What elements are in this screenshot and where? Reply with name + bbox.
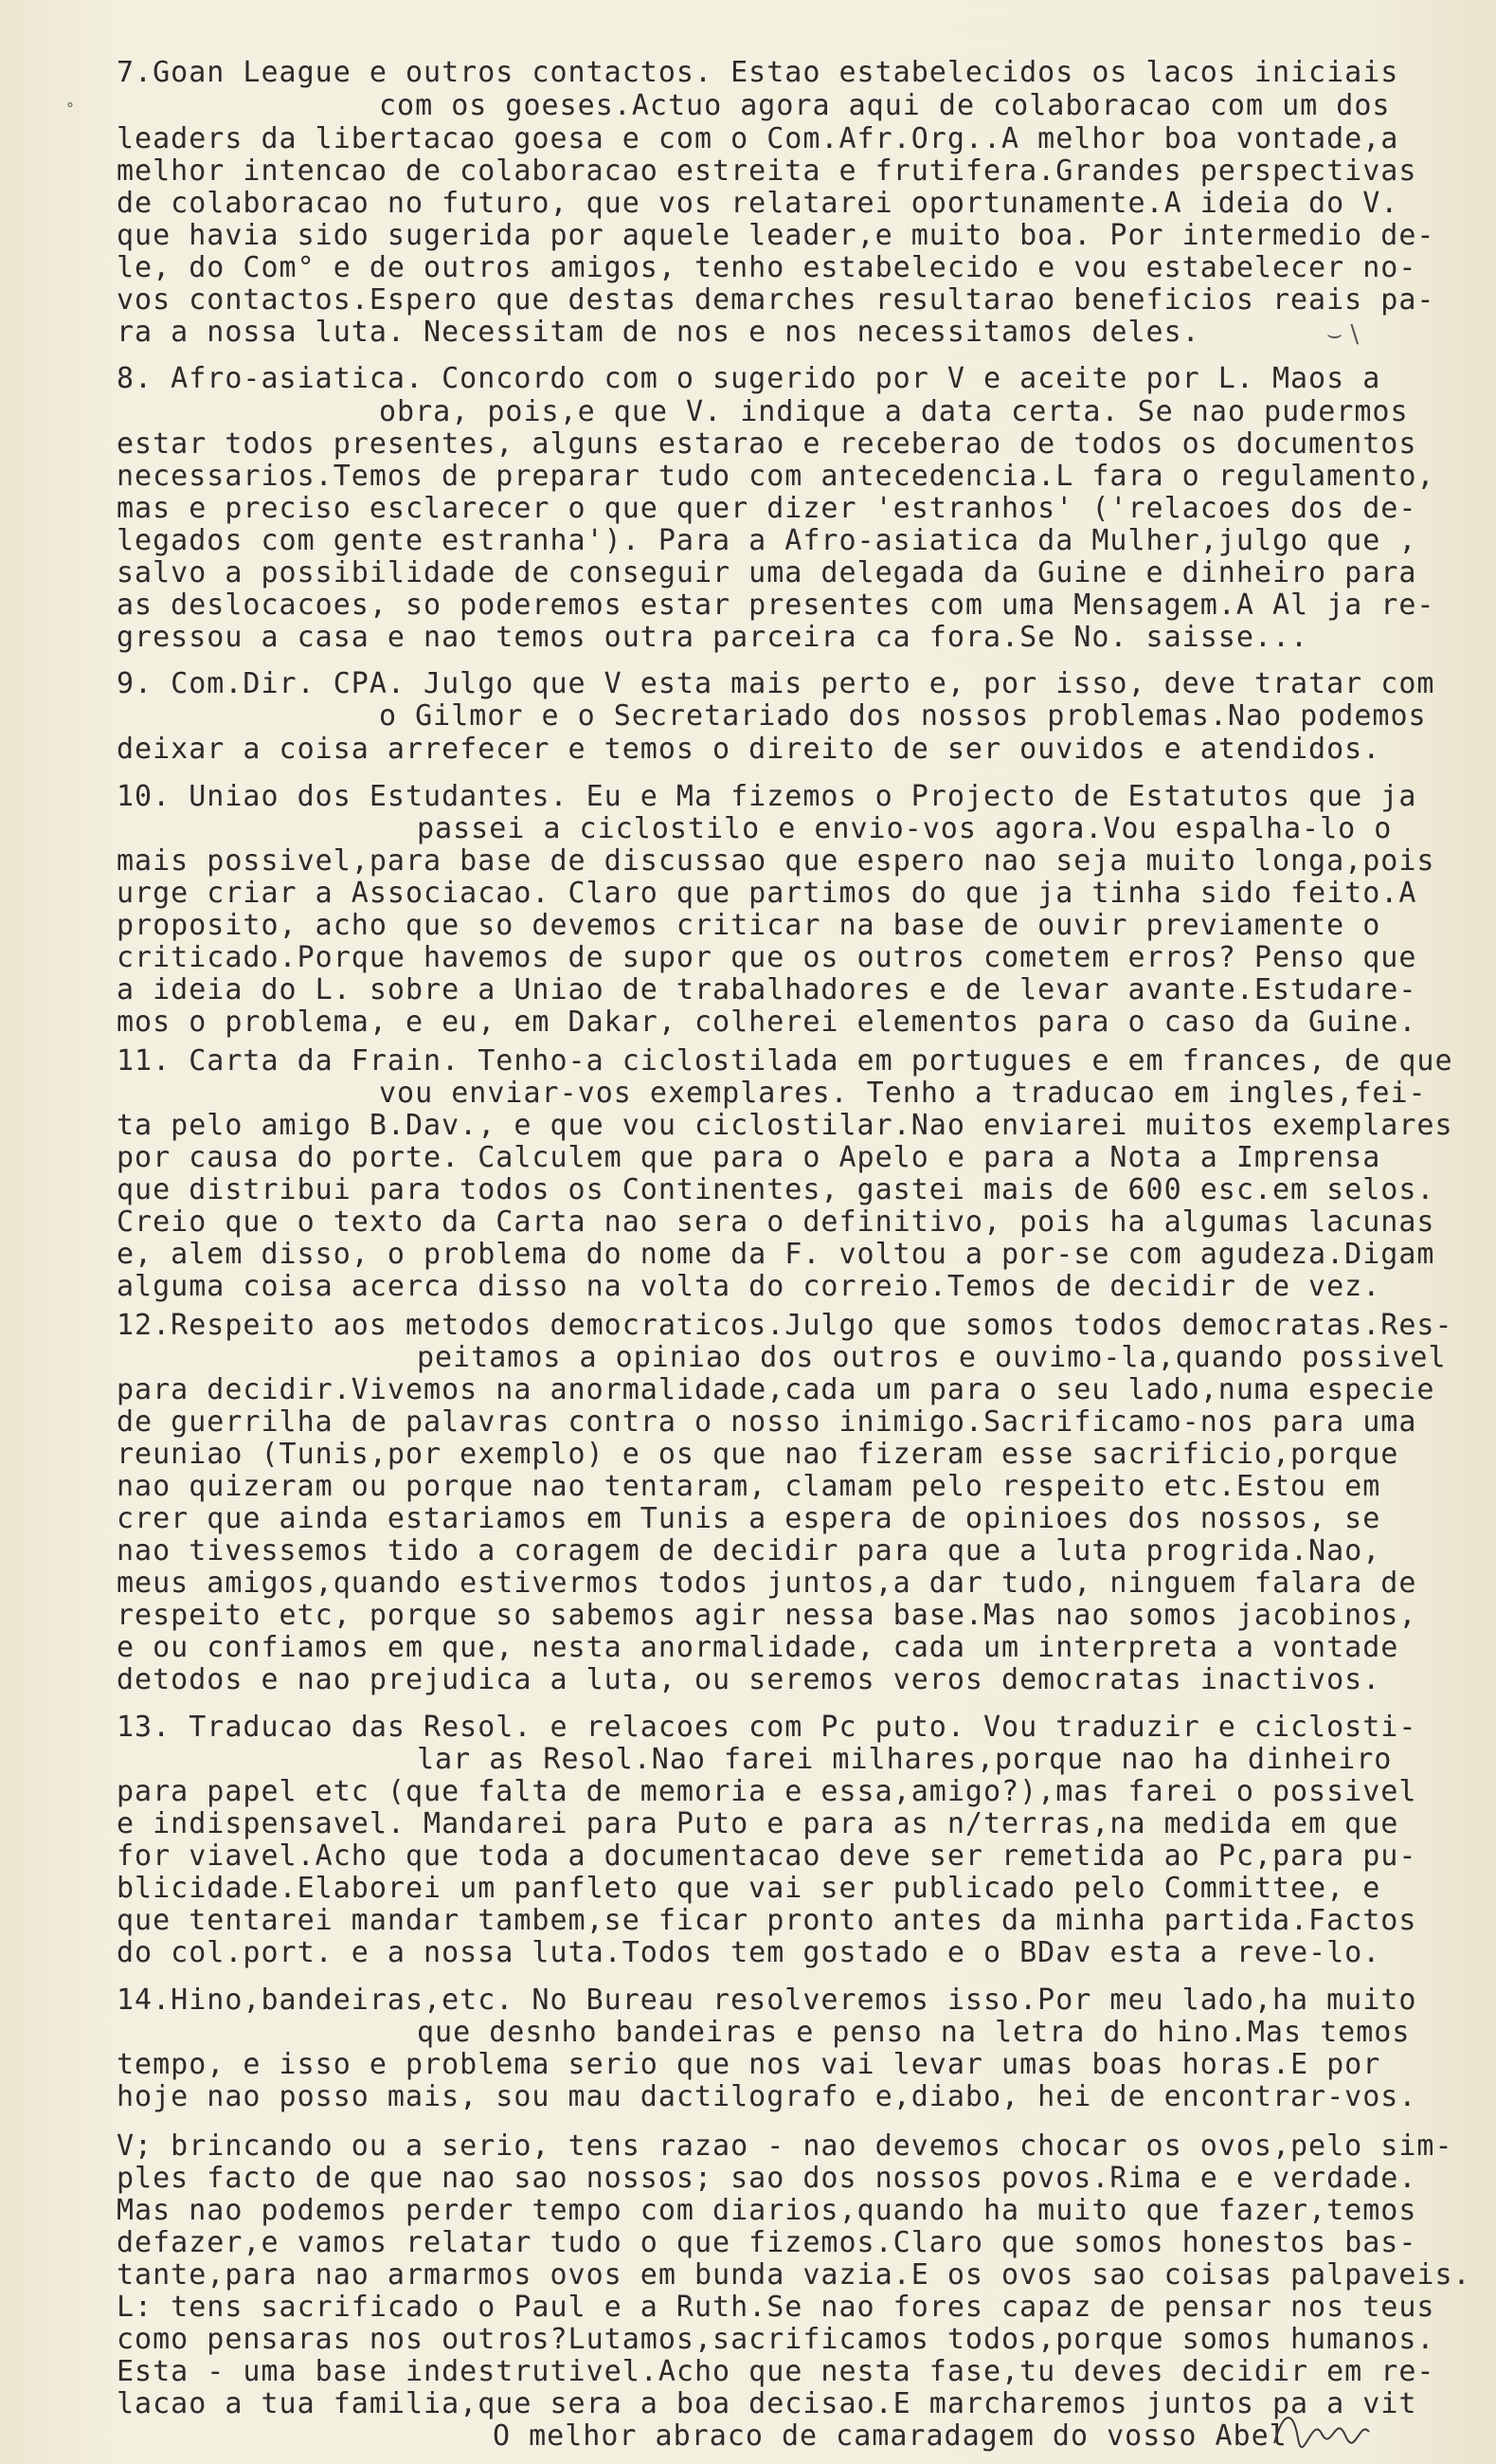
text-line: e ou confiamos em que, nesta anormalidade, cada um interpreta a vontade	[117, 1631, 1399, 1664]
text-line: salvo a possibilidade de conseguir uma delegada da Guine e dinheiro para	[117, 556, 1417, 589]
text-line: 10. Uniao dos Estudantes. Eu e Ma fizemos o Projecto de Estatutos que ja	[117, 780, 1417, 813]
text-line: respeito etc, porque so sabemos agir nessa base.Mas nao somos jacobinos,	[117, 1599, 1417, 1632]
text-line: blicidade.Elaborei um panfleto que vai ser publicado pelo Committee, e	[117, 1872, 1381, 1905]
text-line: Creio que o texto da Carta nao sera o definitivo, pois ha algumas lacunas	[117, 1205, 1435, 1239]
text-line: 9. Com.Dir. CPA. Julgo que V esta mais perto e, por isso, deve tratar com	[117, 667, 1435, 700]
text-line: ples facto de que nao sao nossos; sao dos nossos povos.Rima e e verdade.	[117, 2162, 1417, 2195]
text-line: do col.port. e a nossa luta.Todos tem gostado e o BDav esta a reve-lo.	[117, 1936, 1381, 1969]
text-line: hoje nao posso mais, sou mau dactilografo e,diabo, hei de encontrar-vos.	[117, 2080, 1417, 2113]
text-line: 7.Goan League e outros contactos. Estao estabelecidos os lacos iniciais	[117, 56, 1399, 89]
text-line: leaders da libertacao goesa e com o Com.Afr.Org..A melhor boa vontade,a	[117, 122, 1399, 155]
text-line: como pensaras nos outros?Lutamos,sacrificamos todos,porque somos humanos.	[117, 2323, 1435, 2356]
text-line: 14.Hino,bandeiras,etc. No Bureau resolveremos isso.Por meu lado,ha muito	[117, 1984, 1417, 2017]
text-line: obra, pois,e que V. indique a data certa. Se nao pudermos	[379, 395, 1409, 428]
text-line: defazer,e vamos relatar tudo o que fizemos.Claro que somos honestos bas-	[117, 2226, 1417, 2259]
text-line: mos o problema, e eu, em Dakar, colherei elementos para o caso da Guine.	[117, 1006, 1417, 1039]
text-line: vou enviar-vos exemplares. Tenho a traducao em ingles,fei-	[379, 1077, 1427, 1110]
text-line: e, alem disso, o problema do nome da F. voltou a por-se com agudeza.Digam	[117, 1238, 1435, 1271]
text-line: necessarios.Temos de preparar tudo com antecedencia.L fara o regulamento,	[117, 460, 1435, 493]
text-line: deixar a coisa arrefecer e temos o direito de ser ouvidos e atendidos.	[117, 733, 1381, 766]
text-line: for viavel.Acho que toda a documentacao deve ser remetida ao Pc,para pu-	[117, 1839, 1417, 1873]
text-line: de colaboracao no futuro, que vos relatarei oportunamente.A ideia do V.	[117, 187, 1399, 220]
text-line: que desnho bandeiras e penso na letra do hino.Mas temos	[417, 2016, 1411, 2049]
text-line: detodos e nao prejudica a luta, ou seremos veros democratas inactivos.	[117, 1663, 1381, 1696]
text-line: 12.Respeito aos metodos democraticos.Julgo que somos todos democratas.Res-	[117, 1309, 1453, 1342]
text-line: tante,para nao armarmos ovos em bunda vazia.E os ovos sao coisas palpaveis.	[117, 2258, 1471, 2292]
text-line: para papel etc (que falta de memoria e essa,amigo?),mas farei o possivel	[117, 1775, 1417, 1808]
text-line: 11. Carta da Frain. Tenho-a ciclostilada em portugues e em frances, de que	[117, 1044, 1453, 1078]
text-line: alguma coisa acerca disso na volta do correio.Temos de decidir de vez.	[117, 1270, 1381, 1303]
text-line: nao quizeram ou porque nao tentaram, clamam pelo respeito etc.Estou em	[117, 1470, 1381, 1503]
text-line: de guerrilha de palavras contra o nosso inimigo.Sacrificamo-nos para uma	[117, 1405, 1417, 1439]
text-line: que tentarei mandar tambem,se ficar pronto antes da minha partida.Factos	[117, 1904, 1417, 1937]
text-line: 8. Afro-asiatica. Concordo com o sugerido por V e aceite por L. Maos a	[117, 362, 1381, 395]
text-line: le, do Com° e de outros amigos, tenho estabelecido e vou estabelecer no-	[117, 251, 1417, 284]
text-line: lar as Resol.Nao farei milhares,porque nao ha dinheiro	[417, 1743, 1393, 1776]
text-line: urge criar a Associacao. Claro que partimos do que ja tinha sido feito.A	[117, 877, 1417, 910]
text-line: 13. Traducao das Resol. e relacoes com Pc puto. Vou traduzir e ciclosti-	[117, 1711, 1417, 1744]
text-line: que havia sido sugerida por aquele leader,e muito boa. Por intermedio de-	[117, 219, 1435, 252]
text-line: para decidir.Vivemos na anormalidade,cada um para o seu lado,numa especie	[117, 1373, 1435, 1406]
text-line: passei a ciclostilo e envio-vos agora.Vou espalha-lo o	[417, 812, 1393, 845]
text-line: a ideia do L. sobre a Uniao de trabalhadores e de levar avante.Estudare-	[117, 973, 1417, 1006]
text-line: reuniao (Tunis,por exemplo) e os que nao fizeram esse sacrificio,porque	[117, 1438, 1399, 1471]
text-line: por causa do porte. Calculem que para o Apelo e para a Nota a Imprensa	[117, 1141, 1381, 1174]
text-line: lacao a tua familia,que sera a boa decisao.E marcharemos juntos pa a vit	[117, 2387, 1417, 2420]
text-line: Esta - uma base indestrutivel.Acho que nesta fase,tu deves decidir em re-	[117, 2355, 1435, 2388]
text-line: as deslocacoes, so poderemos estar presentes com uma Mensagem.A Al ja re-	[117, 589, 1435, 622]
text-line: que distribui para todos os Continentes, gastei mais de 600 esc.em selos.	[117, 1173, 1435, 1206]
text-line: criticado.Porque havemos de supor que os outros cometem erros? Penso que	[117, 941, 1417, 974]
handwritten-tick-mark: ⌣ \	[1326, 320, 1360, 349]
text-line: o Gilmor e o Secretariado dos nossos problemas.Nao podemos	[379, 699, 1427, 733]
text-line: peitamos a opiniao dos outros e ouvimo-la,quando possivel	[417, 1341, 1447, 1374]
text-line: ta pelo amigo B.Dav., e que vou ciclostilar.Nao enviarei muitos exemplares	[117, 1109, 1453, 1142]
text-line: legados com gente estranha'). Para a Afro-asiatica da Mulher,julgo que ,	[117, 524, 1417, 557]
text-line: mais possivel,para base de discussao que espero nao seja muito longa,pois	[117, 844, 1435, 878]
text-line: ra a nossa luta. Necessitam de nos e nos necessitamos deles.	[117, 316, 1200, 349]
text-line: tempo, e isso e problema serio que nos vai levar umas boas horas.E por	[117, 2048, 1381, 2081]
text-line: mas e preciso esclarecer o que quer dizer 'estranhos' ('relacoes dos de-	[117, 492, 1417, 525]
margin-ink-mark: °	[66, 100, 74, 118]
text-line: meus amigos,quando estivermos todos juntos,a dar tudo, ninguem falara de	[117, 1567, 1417, 1600]
text-line: estar todos presentes, alguns estarao e receberao de todos os documentos	[117, 427, 1417, 461]
text-line: nao tivessemos tido a coragem de decidir para que a luta progrida.Nao,	[117, 1534, 1381, 1567]
handwritten-signature-scribble	[1270, 2405, 1374, 2453]
text-line: e indispensavel. Mandarei para Puto e para as n/terras,na medida em que	[117, 1807, 1399, 1840]
text-line: gressou a casa e nao temos outra parceira ca fora.Se No. saisse...	[117, 621, 1309, 654]
text-line: crer que ainda estariamos em Tunis a espera de opinioes dos nossos, se	[117, 1502, 1381, 1535]
text-line: melhor intencao de colaboracao estreita e frutifera.Grandes perspectivas	[117, 154, 1417, 188]
text-line: L: tens sacrificado o Paul e a Ruth.Se nao fores capaz de pensar nos teus	[117, 2291, 1435, 2324]
text-line: com os goeses.Actuo agora aqui de colaboracao com um dos	[379, 89, 1391, 122]
text-line: Mas nao podemos perder tempo com diarios,quando ha muito que fazer,temos	[117, 2194, 1417, 2227]
text-line: vos contactos.Espero que destas demarches resultarao beneficios reais pa-	[117, 283, 1435, 317]
text-line: V; brincando ou a serio, tens razao - nao devemos chocar os ovos,pelo sim-	[117, 2129, 1453, 2163]
sign-off-line: O melhor abraco de camaradagem do vosso Abel	[493, 2419, 1288, 2453]
text-line: proposito, acho que so devemos criticar na base de ouvir previamente o	[117, 909, 1381, 942]
